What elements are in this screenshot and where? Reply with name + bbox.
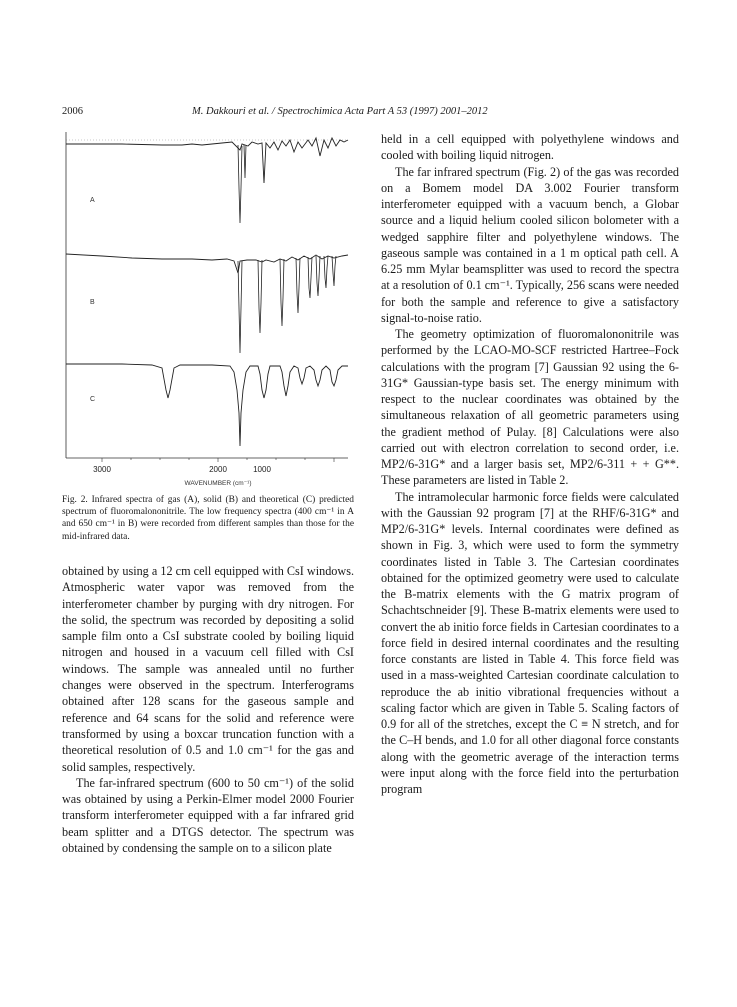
panel-label-c: C [90, 396, 96, 403]
left-column [62, 563, 354, 856]
x-tick-label-2000: 2000 [209, 465, 227, 474]
spectra-plot [62, 128, 352, 493]
figure-ir-spectra [62, 128, 352, 493]
x-tick-label-3000: 3000 [93, 465, 111, 474]
right-column [381, 131, 679, 797]
paragraph: obtained by using a 12 cm cell equipped with CsI windows. Atmospheric water vapor was removed from the interferometer chamber by purging with dry nitrogen. For the solid, the spectrum was recorded by depositing a solid sample film onto a CsI substrate cooled by boiling liquid nitrogen and housed in a vacuum cell filled with CsI windows. The sample was annealed until no further changes were observed in the spectrum. Interferograms obtained after 128 scans for the gaseous sample and reference and 64 scans for the solid and reference were transformed by using a boxcar truncation function with a theoretical resolution of 0.5 and 1.0 cm⁻¹ for the gas and solid samples, respectively. [62, 564, 354, 774]
paragraph: The geometry optimization of fluoromalononitrile was performed by the LCAO-MO-SCF restricted Hartree–Fock calculations with the program [7] Gaussian 92 using the 6-31G* Gaussian-type basis set. The energy minimum with respect to the nuclear coordinates was obtained by the simultaneous relaxation of all geometric parameters using the gradient method of Pulay. [8] Calculations were also carried out with electron correlation to second order, i.e. MP2/6-31G* and a larger basis set, MP2/6-311 + + G**. These parameters are listed in Table 2. [381, 327, 679, 488]
spectrum-trace-c [66, 364, 348, 446]
panel-label-a: A [90, 197, 95, 204]
x-axis-ticks [102, 458, 334, 462]
x-axis-label: WAVENUMBER (cm⁻¹) [184, 480, 252, 487]
paragraph: held in a cell equipped with polyethylene windows and cooled with boiling liquid nitrogen. [381, 132, 679, 163]
paragraph: The far infrared spectrum (Fig. 2) of the gas was recorded on a Bomem model DA 3.002 Fourier transform interferometer equipped with a vacuum bench, a Globar source and a liquid helium cooled silicon bolometer with a wedged sapphire filter and polyethylene windows. The gaseous sample was contained in a 1 m optical path cell. A 6.25 mm Mylar beamsplitter was used to record the spectra at a resolution of 0.1 cm⁻¹. Typically, 256 scans were needed for both the sample and reference to give a satisfactory signal-to-noise ratio. [381, 164, 679, 325]
x-tick-label-1000: 1000 [253, 465, 271, 474]
paragraph: The intramolecular harmonic force fields were calculated with the Gaussian 92 program [7] at the RHF/6-31G* and MP2/6-31G* levels. Internal coordinates were defined as shown in Fig. 3, which were used to form the symmetry coordinates listed in Table 3. The Cartesian coordinates obtained for the optimized geometry were used to calculate the B-matrix elements with the G matrix program of Schachtschneider [9]. These B-matrix elements were used to convert the ab initio force fields in Cartesian coordinates to a force field in desired internal coordinates and the resulting force constants are listed in Table 4. This force field was used in a mass-weighted Cartesian coordinate calculation to reproduce the ab initio vibrational frequencies without a scaling factor which are given in Table 5. Scaling factors of 0.9 for all of the stretches, except the C ≡ N stretch, and for the C–H bends, and 1.0 for all other diagonal force constants along with the geometric average of the interaction terms were input along with the force field into the perturbation program [381, 489, 679, 796]
page-header [62, 106, 680, 120]
spectrum-trace-a-deep-band [238, 145, 246, 223]
spectrum-trace-b-bands [238, 256, 336, 353]
paragraph: The far-infrared spectrum (600 to 50 cm⁻¹) of the solid was obtained by using a Perkin-Elmer model 2000 Fourier transform interferometer equipped with a far infrared grid beam splitter and a DTGS detector. The spectrum was obtained by condensing the sample on to a silicon plate [62, 775, 354, 856]
spectrum-trace-a [66, 138, 348, 183]
panel-label-b: B [90, 299, 95, 306]
spectrum-trace-b [66, 254, 348, 273]
page-number: 2006 [62, 106, 83, 117]
running-head: M. Dakkouri et al. / Spectrochimica Acta Part A 53 (1997) 2001–2012 [192, 106, 488, 117]
figure-caption: Fig. 2. Infrared spectra of gas (A), solid (B) and theoretical (C) predicted spectrum of fluoromalononitrile. The low frequency spectra (400 cm⁻¹ in A and 650 cm⁻¹ in B) were recorded from different samples than those for the mid-infrared data. [62, 495, 354, 542]
